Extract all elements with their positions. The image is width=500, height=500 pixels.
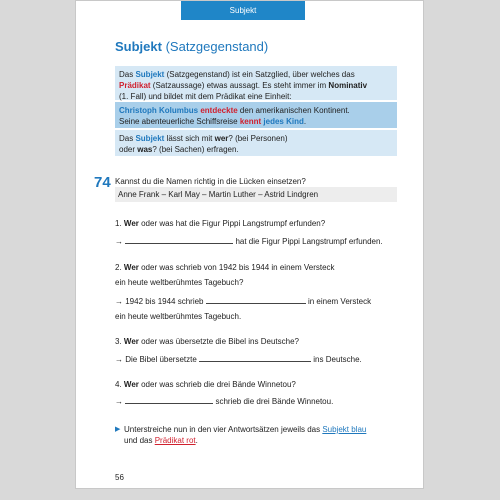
text: in einem Versteck [305, 297, 372, 306]
question-4 [115, 379, 296, 390]
text: oder was schrieb von 1942 bis 1944 in einem Versteck [138, 263, 335, 272]
word-wer: Wer [123, 380, 139, 389]
arrow: → [115, 397, 126, 406]
text: Das [119, 70, 136, 79]
text: den amerikanischen Kontinent. [237, 106, 350, 115]
title-main: Subjekt [115, 39, 162, 54]
section-tab: Subjekt [181, 1, 305, 20]
question-2-line-2: ein heute weltberühmtes Tagebuch? [115, 278, 244, 287]
example-box [115, 102, 397, 128]
hint-line-1 [124, 424, 366, 435]
workbook-page [75, 0, 424, 489]
blank-input[interactable] [125, 395, 213, 404]
names-box: Anne Frank – Karl May – Martin Luther – Astrid Lindgren [115, 187, 397, 202]
text: lässt sich mit [164, 134, 215, 143]
definition-box [115, 66, 397, 100]
text: (Satzgegenstand) ist ein Satzglied, über welches das [164, 70, 355, 79]
arrow: → 1942 bis 1944 schrieb [115, 297, 206, 306]
text: (1. Fall) und bildet mit dem Prädikat eine Einheit: [119, 92, 292, 101]
term-subjekt: Subjekt [135, 134, 165, 143]
answer-3 [115, 353, 362, 365]
text: oder was schrieb die drei Bände Winnetou? [138, 380, 296, 389]
word-wer: Wer [123, 263, 139, 272]
example-verb-1: entdeckte [200, 106, 238, 115]
text: 3. [115, 337, 124, 346]
answer-4 [115, 395, 333, 407]
text: ins Deutsche. [311, 355, 362, 364]
text: und das [124, 436, 155, 445]
exercise-question: Kannst du die Namen richtig in die Lücken einsetzen? [115, 177, 306, 186]
text: Unterstreiche nun in den vier Antwortsätzen jeweils das [124, 425, 323, 434]
blank-input[interactable] [199, 353, 311, 362]
answer-2 [115, 295, 371, 307]
text: schrieb die drei Bände Winnetou. [213, 397, 334, 406]
word-wer: Wer [123, 337, 139, 346]
example-subject-1: Christoph Kolumbus [119, 106, 199, 115]
text: 4. [115, 380, 124, 389]
blank-input[interactable] [125, 235, 233, 244]
question-tip-box [115, 130, 397, 156]
question-2 [115, 262, 335, 273]
word-was: was [137, 145, 153, 154]
blank-input[interactable] [206, 295, 306, 304]
text: oder was übersetzte die Bibel ins Deutsche? [138, 337, 299, 346]
text: hat die Figur Pippi Langstrumpf erfunden. [233, 237, 383, 246]
hint-line-2 [124, 435, 198, 446]
answer-2-line-2: ein heute weltberühmtes Tagebuch. [115, 312, 242, 321]
answer-1 [115, 235, 383, 247]
example-verb-2: kennt [239, 117, 262, 126]
text: ? (bei Sachen) erfragen. [152, 145, 239, 154]
example-subject-2: jedes Kind [263, 117, 304, 126]
hint-subjekt: Subjekt blau [322, 425, 367, 434]
text: . [303, 117, 307, 126]
question-1 [115, 218, 325, 229]
text: (Satzaussage) etwas aussagt. Es steht immer im [150, 81, 329, 90]
word-wer: wer [214, 134, 229, 143]
text: Seine abenteuerliche Schiffsreise [119, 117, 240, 126]
page-title [115, 39, 268, 54]
question-3 [115, 336, 299, 347]
hint-praedikat: Prädikat rot [154, 436, 196, 445]
text: Das [119, 134, 136, 143]
text: oder [119, 145, 138, 154]
triangle-bullet-icon: ▶ [115, 426, 121, 433]
text: ? (bei Personen) [228, 134, 288, 143]
page-number: 56 [115, 473, 124, 482]
text: oder was hat die Figur Pippi Langstrumpf erfunden? [138, 219, 326, 228]
arrow: → Die Bibel übersetzte [115, 355, 200, 364]
text: 1. [115, 219, 124, 228]
text: 2. [115, 263, 124, 272]
term-praedikat: Prädikat [119, 81, 151, 90]
arrow: → [115, 237, 126, 246]
text: . [195, 436, 198, 445]
word-wer: Wer [123, 219, 139, 228]
term-nominativ: Nominativ [328, 81, 368, 90]
exercise-number: 74 [94, 174, 111, 191]
title-sub: (Satzgegenstand) [165, 39, 269, 54]
term-subjekt: Subjekt [135, 70, 165, 79]
